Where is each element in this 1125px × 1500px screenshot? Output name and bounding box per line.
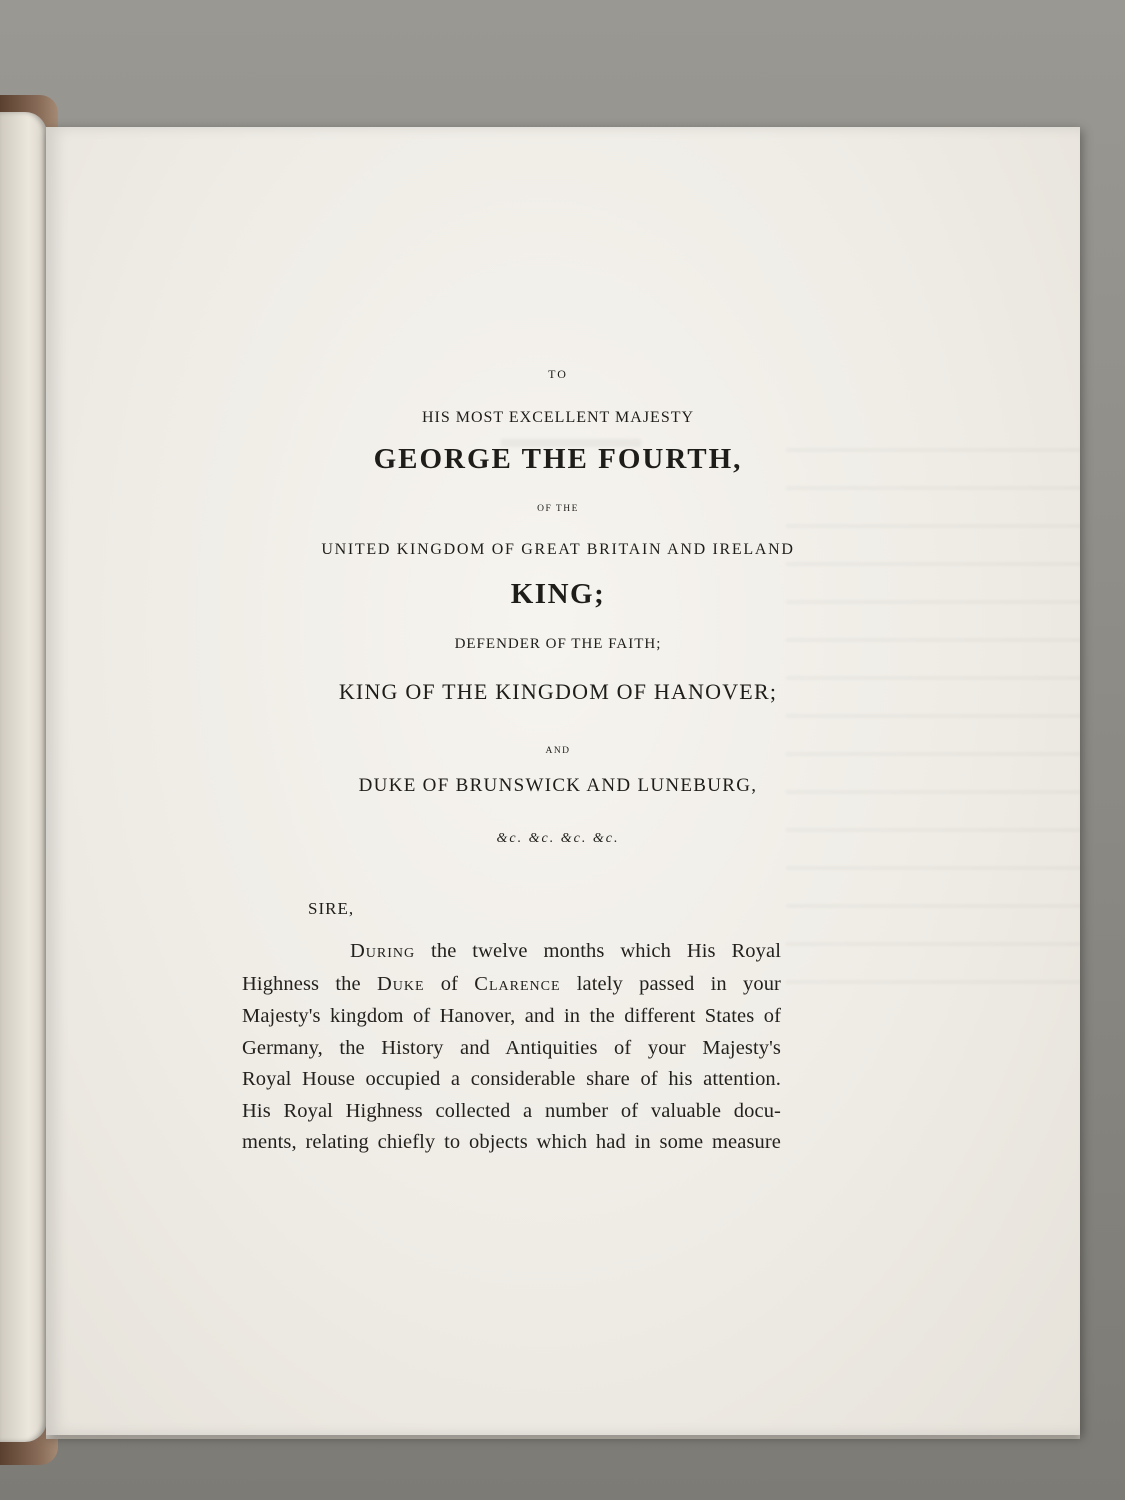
body-line-7: ments, relating chiefly to objects which had in some measure	[242, 1131, 781, 1153]
dedication-and: AND	[545, 746, 571, 756]
body-line-2-clarence: Clarence	[474, 973, 561, 995]
body-line-5: Royal House occupied a considerable share of his attention.	[242, 1068, 781, 1090]
book-page	[46, 127, 1080, 1435]
body-line-1-initial: During	[350, 940, 416, 962]
body-line-1-rest: the twelve months which His Royal	[415, 940, 781, 962]
dedication-defender: DEFENDER OF THE FAITH;	[454, 636, 662, 652]
body-line-2-part-e: lately passed in your	[560, 973, 781, 995]
body-line-4: Germany, the History and Antiquities of your Majesty's	[242, 1037, 781, 1059]
dedication-duke: DUKE OF BRUNSWICK AND LUNEBURG,	[358, 775, 758, 796]
body-line-2-part-a: Highness the	[242, 973, 377, 995]
body-line-6: His Royal Highness collected a number of valuable docu-	[242, 1100, 781, 1122]
body-line-2	[242, 973, 781, 996]
dedication-etc: &c. &c. &c. &c.	[496, 831, 620, 846]
dedication-kingdom: UNITED KINGDOM OF GREAT BRITAIN AND IRELAND	[321, 541, 795, 558]
dedication-majesty: HIS MOST EXCELLENT MAJESTY	[421, 409, 695, 426]
salutation: SIRE,	[308, 899, 355, 918]
body-line-1	[350, 940, 781, 963]
dedication-of-the: OF THE	[537, 504, 579, 514]
body-line-3: Majesty's kingdom of Hanover, and in the different States of	[242, 1005, 781, 1027]
body-line-2-duke: Duke	[376, 973, 425, 995]
dedication-hanover: KING OF THE KINGDOM OF HANOVER;	[338, 679, 778, 704]
dedication-to: TO	[548, 367, 568, 381]
dedication-king: KING;	[510, 578, 606, 610]
facing-page-edge	[0, 112, 47, 1442]
dedication-king-name: GEORGE THE FOURTH,	[373, 443, 743, 475]
body-line-2-part-c: of	[424, 973, 475, 995]
